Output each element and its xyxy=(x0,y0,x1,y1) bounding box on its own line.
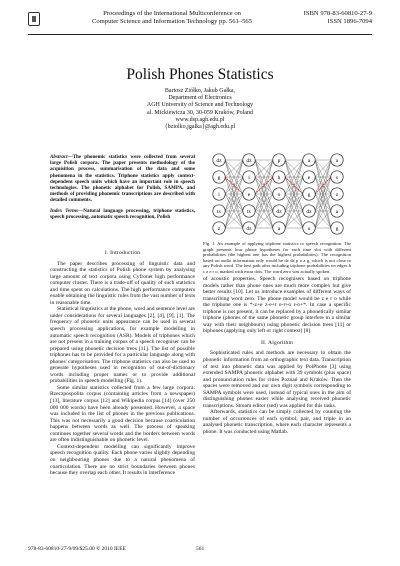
abstract-text: —The phonemic statistics were collected from several large Polish corpora. The paper presents methodology of the acquisition process, summarisation of the data and some phenomena in the statistics. Triphone statistics apply context-dependent speech units which have an important role in speech technologies. The phonetic alphabet for Polish, SAMPA, and methods of providing phonemic transcriptions are described with detailed comments. xyxy=(50,154,195,204)
section-heading-introduction: I. Introduction xyxy=(104,250,141,256)
conference-line-2: Computer Science and Information Technology pp. 561–565 xyxy=(91,18,252,25)
phone-node-label: z xyxy=(217,226,221,232)
isbn: ISBN 978-83-60810-27-9 xyxy=(303,10,372,17)
paragraph: Context-dependent modelling can significantly improve speech recognition quality. Each phone varies slightly depending on neighbouring phones due to a natural phenomena of coarticulation. There are no strict boundaries between phones because they overlap each other. It results in interference xyxy=(50,443,195,477)
index-terms-label: Index Terms xyxy=(50,208,79,214)
phone-node-label: a xyxy=(307,158,311,164)
phone-node-label: e xyxy=(247,192,251,198)
author-names: Bartosz Ziółko, Jakub Gałka, xyxy=(164,88,236,94)
phone-node-label: dz xyxy=(246,158,252,164)
paper-title: Polish Phones Statistics xyxy=(126,66,274,83)
author-university: AGH University of Science and Technology xyxy=(146,102,254,109)
author-address: al. Mickiewicza 30, 30-059 Kraków, Poland xyxy=(147,109,253,116)
phone-node-label: e xyxy=(307,175,311,181)
phone-node-label: z xyxy=(335,192,339,198)
author-website: www.dsp.agh.edu.pl xyxy=(175,116,225,123)
left-column-body xyxy=(50,250,195,477)
paragraph: Some similar statistics collected from a few large corpora: Rzeczpospolita corpus (containing articles from a newspaper) [13], literature corpus [12] and Wikipedia corpus [14] (over 250 000 000 words) have been already presented. However, a space was included in the list of phones in the previous publications. This was not necessarily a good decision because coarticulation happens between words as well. The process of speaking continues together several words and the borders between words are often indistinguishable on phonetic level. xyxy=(50,384,195,444)
phone-node-label: dz xyxy=(306,209,312,215)
phone-node-label: h xyxy=(277,175,281,181)
phone-node-label: g xyxy=(335,226,339,232)
page-number: 561 xyxy=(196,546,205,552)
issn: ISSN 1896-7094 xyxy=(327,18,372,25)
paragraph: of acoustic properties. Speech recognisers based on triphone models rather than phone ones are much more complex but give better results [10]. Let us introduce examples of different ways of transcribing word zero. The phone model would be z e r o while the triphone one is *-z+e z-e+r e-r+o r-o+*. In case a specific triphone is not present, it can be replaced by a phonetically similar triphone (phones of the same phonetic group interfere in a similar way with their neighbours) using phonetic decision trees [11] or biphones (applying only left or right context) [8]. xyxy=(203,276,351,335)
phone-node-label: dz xyxy=(216,158,222,164)
paragraph: Sophisticated rules and methods are necessary to obtain the phonetic information from an orthographic text data. Transcription of text into phonetic data was applied by PolPhone [3] using extended SAMPA phonetic alphabet with 39 symbols (plus space) and pronunciation rules for cities Poznań and Kraków. Then the spaces were removed and our own digit symbols corresponding to SAMPA symbols were used, instead of typical ones in the aim of distinguishing phones easier while analysing received phonetic transcriptions. Stream editor (sed) was applied for this tasks. xyxy=(203,350,351,409)
proceedings-logo-icon xyxy=(28,12,40,26)
index-terms-text: —Natural language processing, triphone statistics, speech processing, automatic speech recognition, Polish xyxy=(50,208,195,221)
phone-node-label: a xyxy=(335,209,339,215)
phone-node-label: s xyxy=(335,175,339,181)
paragraph: Afterwards, statistics can be simply collected by counting the number of occurrences of each symbol, pair, and triple in an analysed phonetic transcription, where each character represents a phone. It was conducted using Matlab. xyxy=(203,409,351,436)
paragraph: Statistical linguistics at the phone, word and sentence level are under considerations for several languages [2], [4], [9], [1]. The frequency of phonetic units appearance can be used in several speech processing applications, for example modelling in automatic speech recognition (ASR). Models of triphones which are not present in a training corpus of a speech recogniser can be prepared using phonetic decision trees [11]. The list of possible triphones has to be provided for a particular language along with phones' categorisation. The triphone statistics can also be used to generate hypotheses used in recognition of out-of-dictionary words including proper names or to provide additional probabilities in speech modelling (Fig. 1). xyxy=(50,306,195,385)
conference-line-1: Proceedings of the International Multiconference on xyxy=(103,10,241,17)
author-block xyxy=(0,88,400,131)
figure-caption: Fig. 1. An example of applying triphone statistics to speech recognition. The graph presents four phone hypotheses for each time slot with different probabilities (the highest one has the highest probabilities). The recognition based on audio information only would be dz dz p a a g, which is not close to any Polish word. The best path after including triphone probabilities on edges b c z e r o, marked with extra dots. The word zero was actually spoken. xyxy=(203,241,351,274)
phone-node-label: i xyxy=(218,192,220,198)
phone-node-label: dz xyxy=(276,209,282,215)
abstract xyxy=(50,154,195,204)
phone-node-label: ts xyxy=(217,209,221,215)
phone-node-label: a xyxy=(335,158,339,164)
phone-node-label: dz xyxy=(246,226,252,232)
phone-node-label: o xyxy=(307,226,311,232)
abstract-label: Abstract xyxy=(50,154,68,160)
phone-node-label: ts xyxy=(247,209,251,215)
phone-node-label: p xyxy=(277,158,281,164)
phone-node-label: g xyxy=(307,192,311,198)
phone-node-label: g xyxy=(217,175,221,181)
copyright-line: 978-83-60810-27-9/09/$25.00 © 2010 IEEE xyxy=(28,546,126,552)
paragraph: The paper describes processing of linguistic data and constructing the statistics of Polish phone system by analysing large amount of text corpora using Cyfronet high performance computer cluster. There is a trade-off of quality of such statistics and time spent on calculations. The high performance computers enable obtaining the linguistic rules from the vast number of texts in reasonable time. xyxy=(50,260,195,306)
section-heading-algorithm: II. Algorithm xyxy=(260,339,294,346)
figure-phone-lattice xyxy=(203,150,351,238)
author-department: Department of Electronics xyxy=(168,95,232,102)
phone-node-label: a xyxy=(277,226,281,232)
identifiers xyxy=(280,10,372,26)
phone-node-label: i xyxy=(248,175,250,181)
phone-node-label: o xyxy=(277,192,281,198)
author-email: {bziolko,jgalka}@agh.edu.pl xyxy=(164,124,236,131)
conference-info xyxy=(68,10,276,26)
header-rule xyxy=(28,34,372,35)
index-terms xyxy=(50,208,195,220)
right-column-body xyxy=(203,276,351,436)
